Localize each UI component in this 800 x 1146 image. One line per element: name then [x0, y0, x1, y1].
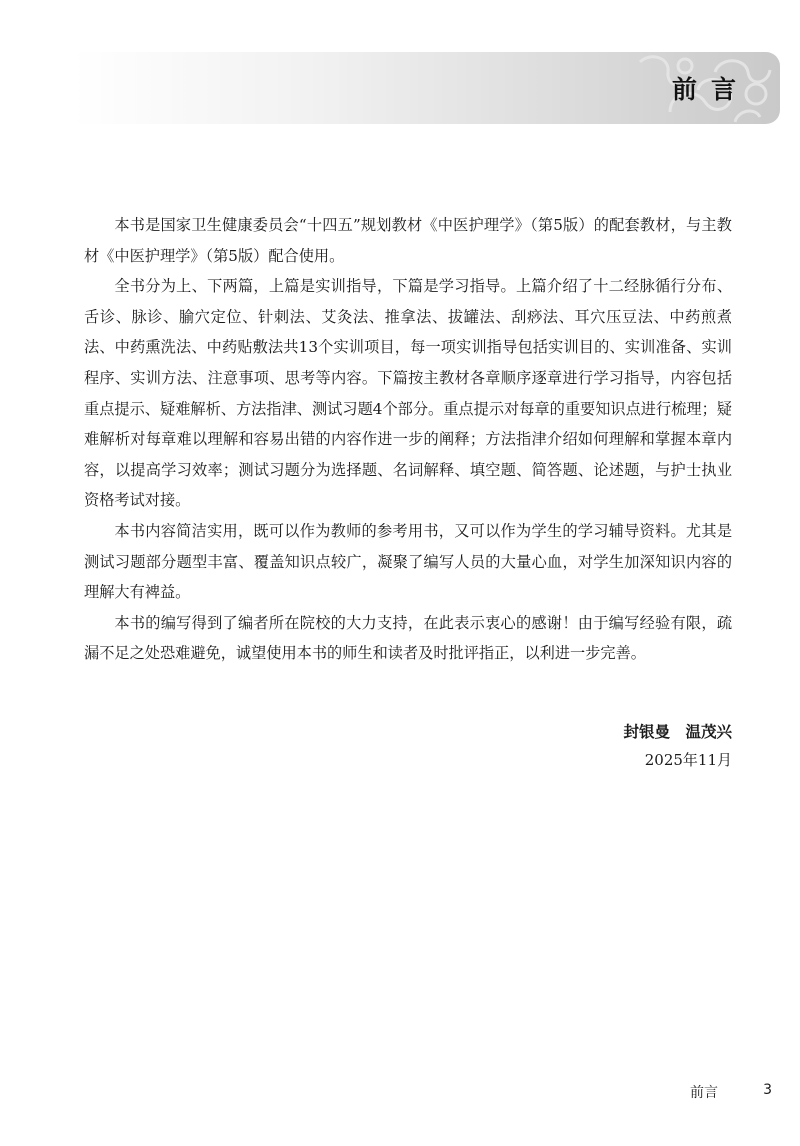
paragraph-1: 本书是国家卫生健康委员会“十四五”规划教材《中医护理学》（第5版）的配套教材，与主教材《中医护理学》（第5版）配合使用。 [84, 216, 732, 265]
page-number: 3 [763, 1082, 772, 1098]
paragraph-3: 本书内容简洁实用，既可以作为教师的参考用书，又可以作为学生的学习辅导资料。尤其是测试习题部分题型丰富、覆盖知识点较广，凝聚了编写人员的大量心血，对学生加深知识内容的理解大有裨益。 [84, 521, 732, 602]
page-title: 前言 [671, 75, 750, 104]
footer-section-label: 前言 [690, 1085, 718, 1101]
date-line: 2025年11月 [644, 751, 732, 769]
body-text [84, 210, 732, 669]
paragraph-2: 全书分为上、下两篇，上篇是实训指导，下篇是学习指导。上篇介绍了十二经脉循行分布、舌诊、脉诊、腧穴定位、针刺法、艾灸法、推拿法、拔罐法、刮痧法、耳穴压豆法、中药煎煮法、中药熏洗法、中药贴敷法共13个实训项目，每一项实训指导包括实训目的、实训准备、实训程序、实训方法、注意事项、思考等内容。下篇按主教材各章顺序逐章进行学习指导，内容包括重点提示、疑难解析、方法指津、测试习题4个部分。重点提示对每章的重要知识点进行梳理；疑难解析对每章难以理解和容易出错的内容作进一步的阐释；方法指津介绍如何理解和掌握本章内容，以提高学习效率；测试习题分为选择题、名词解释、填空题、简答题、论述题，与护士执业资格考试对接。 [84, 277, 732, 510]
paragraph-4: 本书的编写得到了编者所在院校的大力支持，在此表示衷心的感谢！由于编写经验有限，疏漏不足之处恐难避免，诚望使用本书的师生和读者及时批评指正，以利进一步完善。 [84, 613, 732, 663]
author-signature: 封银曼 温茂兴 [623, 723, 732, 741]
